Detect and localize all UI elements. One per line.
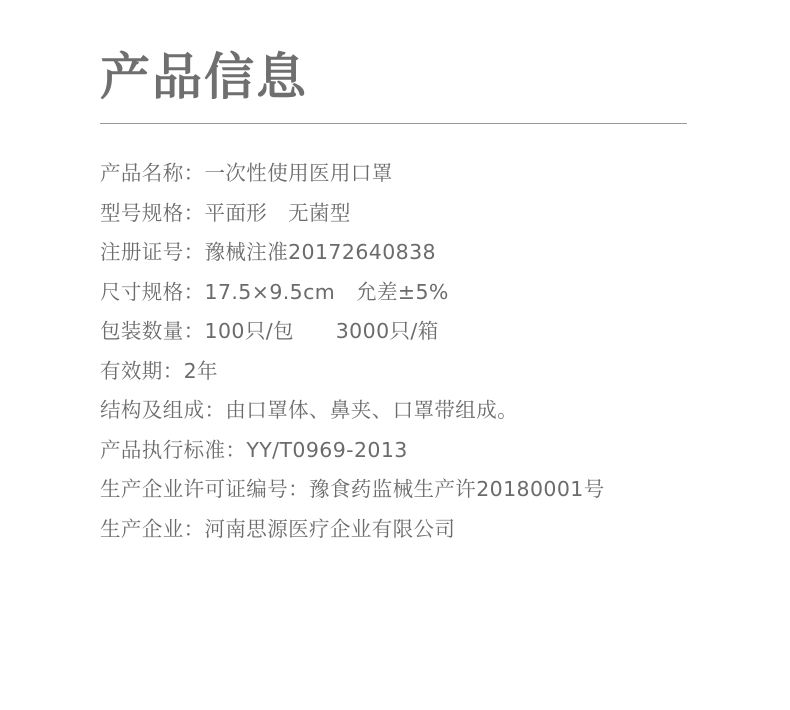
title-divider	[100, 123, 687, 124]
info-row	[100, 391, 690, 431]
info-value: 100只/包 3000只/箱	[204, 319, 439, 343]
info-value: 平面形 无菌型	[204, 200, 351, 225]
page-title: 产品信息	[100, 48, 308, 106]
info-row	[100, 233, 690, 273]
info-label: 型号规格：	[100, 200, 205, 225]
info-row	[100, 272, 690, 312]
info-row	[100, 312, 690, 352]
info-label: 产品执行标准：	[100, 437, 247, 462]
info-row	[100, 193, 690, 233]
info-label: 产品名称：	[100, 161, 205, 185]
info-row	[100, 470, 690, 510]
info-label: 注册证号：	[100, 240, 205, 264]
info-value: 2年	[183, 358, 218, 383]
info-label: 有效期：	[100, 358, 184, 383]
info-value: 17.5×9.5cm 允差±5%	[204, 279, 449, 304]
info-value: YY/T0969-2013	[246, 437, 408, 462]
info-row	[100, 430, 690, 470]
info-label: 包装数量：	[100, 319, 205, 343]
info-label: 生产企业许可证编号：	[100, 477, 309, 501]
info-label: 尺寸规格：	[100, 279, 205, 304]
info-value: 豫食药监械生产许20180001号	[309, 477, 605, 501]
info-value: 豫械注准20172640838	[204, 240, 436, 264]
info-label: 结构及组成：	[100, 398, 226, 422]
info-label: 生产企业：	[100, 516, 205, 541]
info-value: 一次性使用医用口罩	[204, 161, 393, 185]
info-row	[100, 351, 690, 391]
info-row	[100, 154, 690, 194]
product-info-list	[100, 154, 690, 549]
info-value: 河南思源医疗企业有限公司	[204, 516, 456, 541]
info-value: 由口罩体、鼻夹、口罩带组成。	[225, 398, 519, 422]
info-row	[100, 509, 690, 549]
